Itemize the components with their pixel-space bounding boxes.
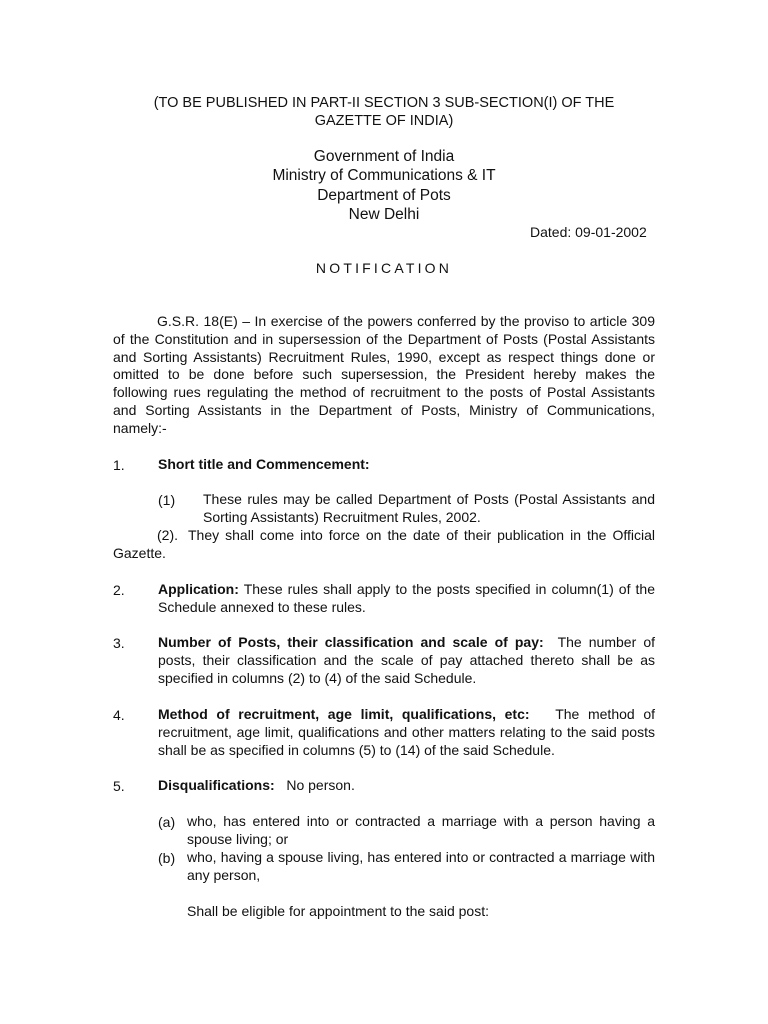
department-name: Department of Pots — [317, 187, 451, 204]
rule-5-number: 5. — [113, 778, 125, 794]
ministry-name: Ministry of Communications & IT — [272, 167, 496, 184]
publication-header-line-2: GAZETTE OF INDIA) — [314, 113, 454, 129]
city-name: New Delhi — [348, 206, 420, 223]
rule-2-block — [158, 581, 655, 617]
rule-3-block — [158, 634, 655, 687]
rule-5-text: No person. — [286, 777, 355, 793]
rule-4-block — [158, 706, 655, 759]
publication-header-line-1: (TO BE PUBLISHED IN PART-II SECTION 3 SUB-SECTION(I) OF THE — [153, 95, 615, 111]
rule-1-sub-2-text: They shall come into force on the date of their publication in the Official Gazette. — [113, 527, 655, 561]
rule-1-heading: Short title and Commencement: — [158, 456, 370, 472]
notification-title: NOTIFICATION — [315, 260, 453, 276]
rule-5-a-label: (a) — [158, 814, 176, 830]
rule-3-number: 3. — [113, 635, 125, 651]
government-name: Government of India — [313, 148, 455, 165]
rule-1-number: 1. — [113, 457, 125, 473]
rule-2-number: 2. — [113, 582, 125, 598]
rule-1-sub-1-text: These rules may be called Department of Posts (Postal Assistants and Sorting Assistants) Recruitment Rules, 2002. — [203, 491, 655, 525]
rule-4-number: 4. — [113, 707, 125, 723]
preamble-text: G.S.R. 18(E) – In exercise of the powers conferred by the proviso to article 309 of the Constitution and in supersession of the Department of Posts (Postal Assistants and Sorting Assistants) Recruitment Rules, 1990, except as respect things done or omitted to be done before such supersession, the President hereby makes the following rues regulating the method of recruitment to the posts of Postal Assistants and Sorting Assistants in the Department of Posts, Ministry of Communications, namely:- — [113, 313, 655, 436]
rule-1-sub-2-label: (2). — [157, 527, 178, 543]
rule-1-sub-2 — [113, 527, 655, 563]
rule-5-a-text: who, has entered into or contracted a marriage with a person having a spouse living; or — [187, 813, 655, 847]
date-line: Dated: 09-01-2002 — [530, 224, 647, 240]
rule-4-text: The method of recruitment, age limit, qualifications and other matters relating to the said posts shall be as specified in columns (5) to (14) of the said Schedule. — [158, 706, 655, 758]
rule-5-block — [158, 777, 655, 795]
rule-1-heading-block — [158, 456, 655, 474]
rule-3-heading: Number of Posts, their classification and scale of pay: — [158, 634, 544, 650]
rule-1-sub-1-label: (1) — [158, 492, 176, 508]
rule-2-heading: Application: — [158, 581, 239, 597]
rule-3-text: The number of posts, their classification and the scale of pay attached thereto shall be as specified in columns (2) to (4) of the said Schedule. — [158, 634, 655, 686]
rule-2-text: These rules shall apply to the posts specified in column(1) of the Schedule annexed to these rules. — [158, 581, 655, 615]
preamble-paragraph — [113, 313, 655, 438]
rule-5-heading: Disqualifications: — [158, 777, 275, 793]
rule-5-closing: Shall be eligible for appointment to the said post: — [187, 903, 489, 919]
rule-5-b-label: (b) — [158, 850, 176, 866]
rule-5-b-text: who, having a spouse living, has entered into or contracted a marriage with any person, — [187, 849, 655, 883]
rule-4-heading: Method of recruitment, age limit, qualifications, etc: — [158, 706, 530, 722]
